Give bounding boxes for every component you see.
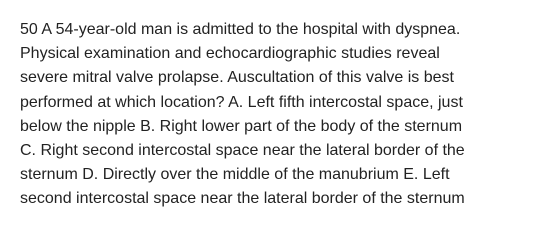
question-line-4: performed at which location? A. Left fifth intercostal space, just	[20, 93, 463, 111]
question-line-3: severe mitral valve prolapse. Auscultation of this valve is best	[20, 69, 454, 87]
question-text	[20, 18, 545, 212]
question-line-6: C. Right second intercostal space near the lateral border of the	[20, 141, 465, 159]
question-line-2: Physical examination and echocardiographic studies reveal	[20, 45, 440, 63]
question-line-8: second intercostal space near the lateral border of the sternum	[20, 190, 465, 208]
question-line-5: below the nipple B. Right lower part of the body of the sternum	[20, 117, 463, 135]
question-line-1: 50 A 54-year-old man is admitted to the hospital with dyspnea.	[20, 21, 461, 38]
question-line-7: sternum D. Directly over the middle of the manubrium E. Left	[20, 166, 450, 184]
